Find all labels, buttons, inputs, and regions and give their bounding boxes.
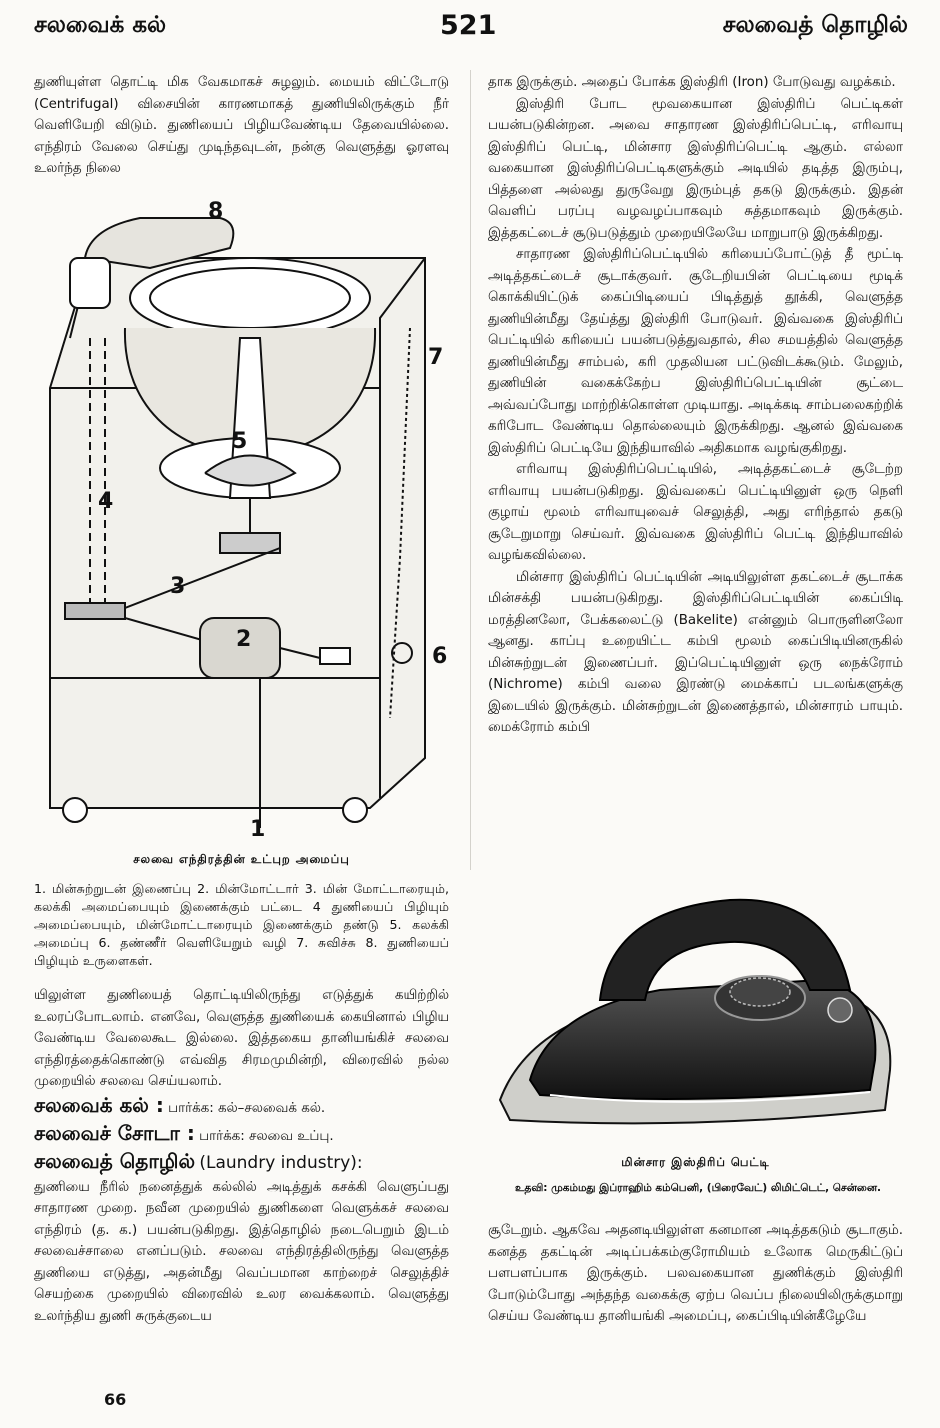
laundry-paragraph: துணியை நீரில் நனைத்துக் கல்லில் அடித்துக் கசக்கி வெளுப்பது சாதாரண முறை. நவீன முறையில் துணிகளை வெளுக்கச் சலவை எந்திரம் (த. க.) பயன்படுகிறது. இத்தொழில் நடைபெறும் இடம் சலவைச்சாலை எனப்படும். சலவை எந்திரத்திலிருந்து வெளுத்த துணியை எடுத்து, அதன்மீது வெப்பமான காற்றைச் செலுத்திச் செயற்கை முறையில் விரைவில் உலர வைக்கலாம். வெளுத்து உலர்ந்திய துணி சுருக்குடைய — [34, 1179, 449, 1324]
right-lower-section — [488, 1220, 903, 1328]
image-credit: உதவி: முகம்மது இப்ராஹிம் கம்பெனி, (பிரைவேட்) லிமிட்டெட், சென்னை. — [514, 1182, 882, 1194]
running-header-right: சலவைத் தொழில் — [722, 12, 908, 38]
right-paragraph-3: சாதாரண இஸ்திரிப்பெட்டியில் கரியைப்போட்டுத் தீ மூட்டி அடித்தகட்டைச் சூடாக்குவர். சூடேறியபின் பெட்டியை மூடிக் கொக்கியிட்டுக் கைப்பிடியைப் பிடித்துத் தூக்கி, வெளுத்த துணியின்மீது தேய்த்து இஸ்திரி போடுவர். இவ்வகை இஸ்திரிப் பெட்டியில் கரியைப் பயன்படுத்துவதால், சில சமயத்தில் வெளுத்த துணியின்மீது சாம்பல், கரி முதலியன பட்டுவிடக்கூடும். மேலும், துணியின் வகைக்கேற்ப இஸ்திரிப்பெட்டியின் சூட்டை அவ்வப்போது மாற்றிக்கொள்ள முடியாது. அடிக்கடி சாம்பலைகற்றிக் கரிபோட வேண்டிய தொல்லையும் இருக்கிறது. ஆனல் இவ்வகை இஸ்திரிப் பெட்டியே இந்தியாவில் அதிகமாக வழங்குகிறது. — [488, 247, 903, 456]
callout-8: 8 — [208, 199, 224, 224]
entry-3 — [34, 1149, 449, 1177]
right-column — [488, 72, 903, 739]
entry-term: சலவைத் தொழில் — [34, 1148, 196, 1173]
callout-5: 5 — [232, 429, 248, 454]
figure-legend: 1. மின்சுற்றுடன் இணைப்பு 2. மின்மோட்டார் 3. மின் மோட்டாரையும், கலக்கி அமைப்பையும் இணைக்கும் பட்டை 4 துணியைப் பிழியும் அமைப்பையும், மின்மோட்டாரையும் இணைக்கும் தண்டு 5. கலக்கி அமைப்பு 6. தண்ணீர் வெளியேறும் வழி 7. சுவிச்சு 8. துணியைப் பிழியும் உருளைகள். — [34, 881, 449, 968]
iron-caption: மின்சார இஸ்திரிப் பெட்டி — [621, 1155, 770, 1169]
running-header-left: சலவைக் கல் — [34, 12, 167, 38]
right-paragraph-4: எரிவாயு இஸ்திரிப்பெட்டியில், அடித்தகட்டைச் சூடேற்ற எரிவாயு பயன்படுகிறது. இவ்வகைப் பெட்டியினுள் ஒரு நெளி குழாய் மூலம் எரிவாயுவைச் செலுத்தி, அது எரிந்தால் தகடு சூடேறுமாறு செய்வர். இவ்வகை இஸ்திரிப் பெட்டி இந்தியாவில் வழங்கவில்லை. — [488, 462, 903, 563]
callout-6: 6 — [432, 644, 448, 669]
entry-1 — [34, 1093, 449, 1121]
washing-machine-illustration — [30, 198, 450, 846]
washing-machine-caption: சலவை எந்திரத்தின் உட்புற அமைப்பு — [133, 852, 350, 866]
column-divider — [470, 70, 471, 870]
entry-ref: பார்க்க: சலவை உப்பு. — [199, 1128, 334, 1144]
electric-iron-illustration — [490, 880, 910, 1140]
callout-3: 3 — [170, 574, 186, 599]
callout-4: 4 — [98, 489, 114, 514]
entry-ref: (Laundry industry): — [199, 1152, 363, 1173]
entry-ref: பார்க்க: கல்–சலவைக் கல். — [168, 1100, 326, 1116]
callout-1: 1 — [250, 817, 266, 842]
right-paragraph-2: இஸ்திரி போட மூவகையான இஸ்திரிப் பெட்டிகள் பயன்படுகின்றன. அவை சாதாரண இஸ்திரிப்பெட்டி, எரிவாயு இஸ்திரிப் பெட்டி, மின்சார இஸ்திரிப்பெட்டி ஆகும். எல்லா வகையான இஸ்திரிப்பெட்டிகளுக்கும் அடியில் தடித்த இரும்பு, பித்தளை அல்லது துருவேறு இரும்புத் தகடு இருக்கும். இதன் வெளிப் பரப்பு வழவழப்பாகவும் சுத்தமாகவும் இருக்கும். இத்தகட்டைச் சூடுபடுத்தும் முறையிலேயே மாறுபாடு இருக்கிறது. — [488, 96, 903, 241]
footer-page-number: 66 — [104, 1390, 127, 1409]
entry-term: சலவைக் கல் : — [34, 1092, 164, 1117]
right-bottom-paragraph: சூடேறும். ஆகவே அதனடியிலுள்ள கனமான அடித்தகடும் சூடாகும். கனத்த தகட்டின் அடிப்பக்கம்குரோமியம் உலோக மெருகிட்டுப் பளபளப்பாக இருக்கும். பலவகையான துணிக்கும் இஸ்திரி போடும்போது அந்தந்த வகைக்கு ஏற்ப வெப்ப நிலையிலிருக்குமாறு செய்ய வேண்டிய தானியங்கி அமைப்பு, கைப்பிடியின்கீழேயே — [488, 1223, 903, 1324]
page-number: 521 — [440, 10, 497, 41]
callout-7: 7 — [428, 345, 444, 370]
right-paragraph-5: மின்சார இஸ்திரிப் பெட்டியின் அடியிலுள்ள தகட்டைச் சூடாக்க மின்சக்தி பயன்படுகிறது. இஸ்திரிப்பெட்டியின் கைப்பிடி மரத்தினலோ, பேக்கலைட்டு (Bakelite) என்னும் பொருளினலோ ஆனது. காப்பு உறையிட்ட கம்பி மூலம் கைப்பிடியினருகில் மின்சுற்றுடன் இணைப்பர். இப்பெட்டியினுள் ஒரு நைக்ரோம் (Nichrome) கம்பி வலை இரண்டு மைக்காப் படலங்களுக்கு இடையில் இருக்கும். மின்சுற்றுடன் இணைத்தால், மின்சாரம் பாயும். மைக்ரோம் கம்பி — [488, 569, 903, 735]
entry-2 — [34, 1121, 449, 1149]
left-column — [34, 72, 449, 180]
left-lower-section — [34, 985, 449, 1327]
left-top-paragraph: துணியுள்ள தொட்டி மிக வேகமாகச் சுழலும். மையம் விட்டோடு (Centrifugal) விசையின் காரணமாகத் துணியிலிருக்கும் நீர் வெளியேறி விடும். துணியைப் பிழியவேண்டிய தேவையில்லை. எந்திரம் வேலை செய்து முடிந்தவுடன், நன்கு வெளுத்து ஓரளவு உலர்ந்த நிலை — [34, 75, 449, 176]
right-paragraph-1: தாக இருக்கும். அதைப் போக்க இஸ்திரி (Iron) போடுவது வழக்கம். — [488, 75, 896, 90]
entry-term: சலவைச் சோடா : — [34, 1120, 195, 1145]
after-figure-paragraph: யிலுள்ள துணியைத் தொட்டியிலிருந்து எடுத்துக் கயிற்றில் உலரப்போடலாம். எனவே, வெளுத்த துணியைக் கையினால் பிழிய வேண்டிய வேலைகூட இல்லை. இத்தகைய தானியங்கிச் சலவை எந்திரத்தைக்கொண்டு எவ்வித சிரமமுமின்றி, விரைவில் நல்ல முறையில் சலவை செய்யலாம். — [34, 988, 449, 1089]
callout-2: 2 — [236, 627, 252, 652]
